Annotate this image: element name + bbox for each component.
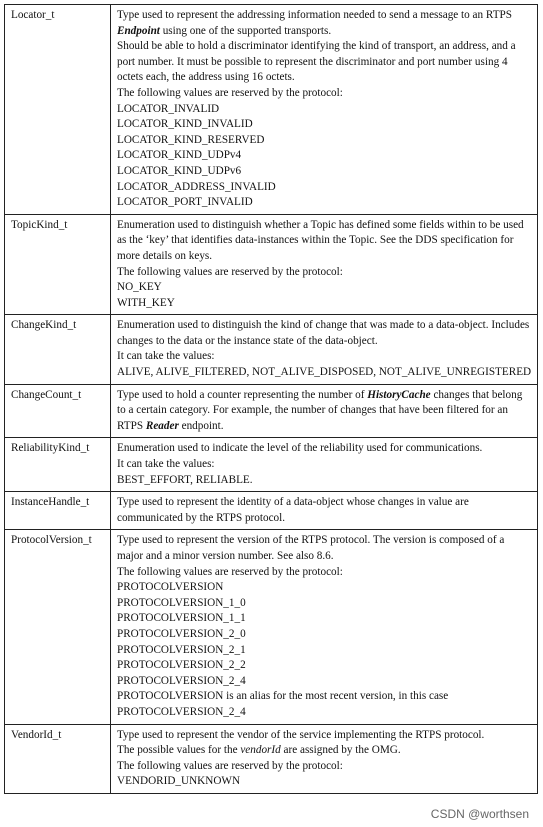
description-part: are assigned by the OMG. bbox=[280, 744, 401, 757]
type-name-cell bbox=[5, 384, 111, 438]
description-part: using one of the supported transports. bbox=[159, 24, 332, 37]
italic-term: vendorId bbox=[240, 744, 281, 757]
type-name: InstanceHandle_t bbox=[11, 496, 90, 509]
description-text: Enumeration used to distinguish the kind of change that was made to a data-object. Includes changes to the data or the instance state of the data-object. bbox=[117, 319, 530, 347]
type-name-cell bbox=[5, 315, 111, 384]
description-text: Enumeration used to distinguish whether a Topic has defined some fields within to be used as the ‘key’ that identifies data-instances within the Topic. See the DDS specification for more details on keys. bbox=[117, 218, 524, 262]
reserved-value: LOCATOR_ADDRESS_INVALID bbox=[117, 180, 276, 193]
description-part: The possible values for the bbox=[117, 744, 241, 757]
values-list: BEST_EFFORT, RELIABLE. bbox=[117, 473, 253, 486]
description-text bbox=[117, 743, 532, 759]
type-name-cell bbox=[5, 530, 111, 724]
values-list: ALIVE, ALIVE_FILTERED, NOT_ALIVE_DISPOSED, NOT_ALIVE_UNREGISTERED bbox=[117, 366, 532, 379]
description-cell bbox=[111, 724, 538, 793]
description-text bbox=[117, 8, 532, 39]
description-cell bbox=[111, 438, 538, 492]
description-cell bbox=[111, 315, 538, 384]
reserved-value: VENDORID_UNKNOWN bbox=[117, 775, 241, 788]
reserved-value: LOCATOR_KIND_RESERVED bbox=[117, 133, 265, 146]
description-part: endpoint. bbox=[178, 419, 224, 432]
table-row bbox=[5, 384, 538, 438]
emphasis-term: Endpoint bbox=[117, 24, 160, 37]
table-row bbox=[5, 438, 538, 492]
description-cell bbox=[111, 214, 538, 315]
description-text: Type used to represent the vendor of the service implementing the RTPS protocol. bbox=[117, 728, 485, 741]
reserved-values-intro: The following values are reserved by the protocol: bbox=[117, 86, 343, 99]
alias-note: PROTOCOLVERSION is an alias for the most recent version, in this case bbox=[117, 690, 449, 703]
type-name: Locator_t bbox=[11, 9, 55, 21]
reserved-values-intro: The following values are reserved by the protocol: bbox=[117, 565, 343, 578]
type-name: ChangeCount_t bbox=[11, 388, 82, 401]
description-cell bbox=[111, 492, 538, 530]
reserved-value: PROTOCOLVERSION_2_2 bbox=[117, 659, 246, 672]
reserved-value: LOCATOR_PORT_INVALID bbox=[117, 196, 253, 209]
table-row bbox=[5, 724, 538, 793]
table-row bbox=[5, 530, 538, 724]
values-intro: It can take the values: bbox=[117, 350, 215, 363]
description-part: Type used to hold a counter representing the number of bbox=[117, 388, 368, 401]
type-name: ChangeKind_t bbox=[11, 319, 77, 332]
description-text bbox=[117, 388, 532, 435]
description-text: Type used to represent the version of the RTPS protocol. The version is composed of a major and a minor version number. See also 8.6. bbox=[117, 534, 505, 562]
reserved-value: PROTOCOLVERSION_1_0 bbox=[117, 596, 246, 609]
reserved-values-intro: The following values are reserved by the protocol: bbox=[117, 759, 343, 772]
type-name-cell bbox=[5, 5, 111, 215]
description-part: changes that belong to a certain category. For example, the number of changes that have been filtered for an RTPS bbox=[117, 388, 523, 432]
values-intro: It can take the values: bbox=[117, 458, 215, 471]
emphasis-term: Reader bbox=[145, 419, 179, 432]
reserved-value: PROTOCOLVERSION bbox=[117, 581, 224, 594]
table-row bbox=[5, 492, 538, 530]
table-row bbox=[5, 214, 538, 315]
description-cell bbox=[111, 384, 538, 438]
type-name: VendorId_t bbox=[11, 728, 62, 741]
type-definitions-table bbox=[4, 4, 538, 794]
type-name-cell bbox=[5, 438, 111, 492]
emphasis-term: HistoryCache bbox=[367, 388, 431, 401]
reserved-value: PROTOCOLVERSION_2_1 bbox=[117, 643, 246, 656]
alias-value: PROTOCOLVERSION_2_4 bbox=[117, 705, 246, 718]
type-name: ProtocolVersion_t bbox=[11, 534, 92, 547]
description-text: Should be able to hold a discriminator identifying the kind of transport, an address, and a port number. It must be possible to represent the discriminator and port number using 4 octets each, the address using 16 octets. bbox=[117, 40, 516, 84]
reserved-value: PROTOCOLVERSION_2_0 bbox=[117, 627, 246, 640]
reserved-values-intro: The following values are reserved by the protocol: bbox=[117, 265, 343, 278]
reserved-value: PROTOCOLVERSION_1_1 bbox=[117, 612, 246, 625]
table-row bbox=[5, 5, 538, 215]
table-row bbox=[5, 315, 538, 384]
description-part: Type used to represent the addressing information needed to send a message to an RTPS bbox=[117, 9, 512, 21]
reserved-value: NO_KEY bbox=[117, 281, 162, 294]
type-name-cell bbox=[5, 214, 111, 315]
reserved-value: LOCATOR_KIND_UDPv6 bbox=[117, 164, 242, 177]
reserved-value: WITH_KEY bbox=[117, 296, 175, 309]
description-text: Type used to represent the identity of a data-object whose changes in value are communicated by the RTPS protocol. bbox=[117, 496, 469, 524]
type-name-cell bbox=[5, 724, 111, 793]
type-name: ReliabilityKind_t bbox=[11, 442, 90, 455]
type-name-cell bbox=[5, 492, 111, 530]
reserved-value: LOCATOR_INVALID bbox=[117, 102, 220, 115]
reserved-value: LOCATOR_KIND_INVALID bbox=[117, 118, 253, 131]
watermark: CSDN @worthsen bbox=[430, 807, 529, 821]
reserved-value: LOCATOR_KIND_UDPv4 bbox=[117, 149, 242, 162]
reserved-value: PROTOCOLVERSION_2_4 bbox=[117, 674, 246, 687]
description-cell bbox=[111, 5, 538, 215]
type-name: TopicKind_t bbox=[11, 218, 68, 231]
description-cell bbox=[111, 530, 538, 724]
description-text: Enumeration used to indicate the level of the reliability used for communications. bbox=[117, 442, 483, 455]
